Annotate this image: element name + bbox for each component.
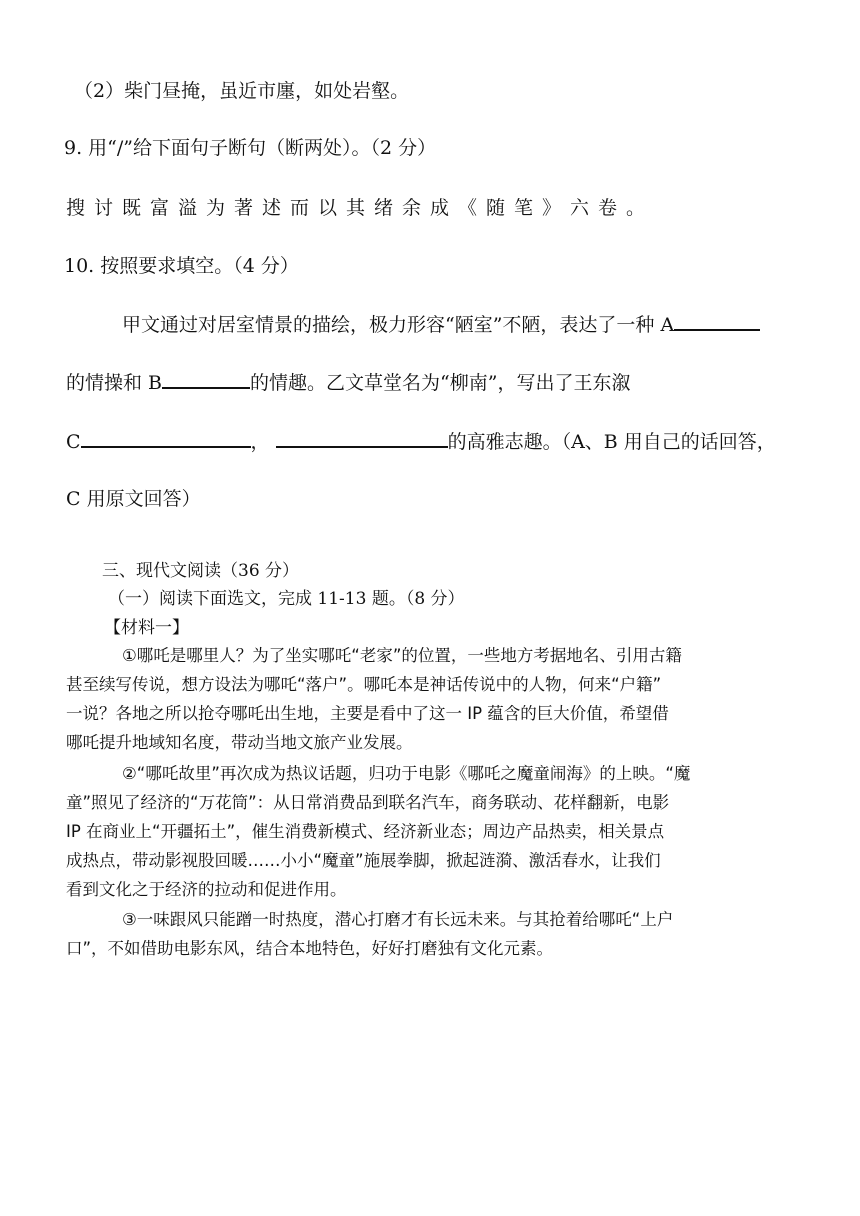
q10-line2-pre: 的情操和 B	[66, 372, 163, 394]
q10-line4: C 用原文回答）	[66, 488, 201, 510]
q10-line2-post: 的情趣。乙文草堂名为“柳南”，写出了王东溆	[250, 372, 631, 394]
para2-line: IP 在商业上“开疆拓土”，催生消费新模式、经济新业态；周边产品热卖，相关景点	[66, 822, 665, 841]
para1-line: ①哪吒是哪里人？为了坐实哪吒“老家”的位置，一些地方考据地名、引用古籍	[122, 646, 682, 665]
para2-line: 成热点，带动影视股回暖……小小“魔童”施展拳脚，掀起涟漪、激活春水，让我们	[66, 851, 661, 870]
q10-line2	[66, 368, 630, 395]
q10-line3	[66, 427, 776, 454]
blank-c2[interactable]	[276, 445, 448, 448]
blank-b[interactable]	[162, 386, 250, 389]
q10-line1	[122, 310, 760, 337]
para3-line: 口”，不如借助电影东风，结合本地特色，好好打磨独有文化元素。	[66, 939, 554, 958]
para2-line: ②“哪吒故里”再次成为热议话题，归功于电影《哪吒之魔童闹海》的上映。“魔	[122, 764, 691, 783]
para1-line: 哪吒提升地域知名度，带动当地文旅产业发展。	[66, 733, 413, 752]
blank-c1[interactable]	[81, 445, 251, 448]
q10-line1-text: 甲文通过对居室情景的描绘，极力形容“陋室”不陋，表达了一种 A	[122, 314, 675, 336]
para2-line: 童”照见了经济的“万花筒”：从日常消费品到联名汽车，商务联动、花样翻新，电影	[66, 793, 670, 812]
para3-line: ③一味跟风只能蹭一时热度，潜心打磨才有长远未来。与其抢着给哪吒“上户	[122, 910, 674, 929]
section-subtitle: （一）阅读下面选文，完成 11-13 题。（8 分）	[108, 589, 465, 609]
section-title: 三、现代文阅读（36 分）	[102, 561, 300, 581]
q10-title: 10. 按照要求填空。（4 分）	[64, 255, 299, 277]
q10-line3-comma: ，	[250, 431, 270, 453]
blank-a[interactable]	[674, 328, 760, 331]
q8-2-text: （2）柴门昼掩，虽近市廛，如处岩壑。	[74, 80, 410, 102]
q9-title: 9. 用“/”给下面句子断句（断两处）。（2 分）	[64, 137, 437, 159]
para1-line: 一说？各地之所以抢夺哪吒出生地，主要是看中了这一 IP 蕴含的巨大价值，希望借	[66, 704, 669, 723]
q9-sentence: 搜讨既富溢为著述而以其绪余成《随笔》六卷。	[66, 197, 655, 219]
material-label: 【材料一】	[104, 618, 189, 638]
para1-line: 甚至续写传说，想方设法为哪吒“落户”。哪吒本是神话传说中的人物，何来“户籍”	[66, 675, 662, 694]
q10-line3-post: 的高雅志趣。（A、B 用自己的话回答，	[447, 431, 776, 453]
para2-line: 看到文化之于经济的拉动和促进作用。	[66, 880, 347, 899]
q10-line3-pre: C	[66, 431, 81, 453]
